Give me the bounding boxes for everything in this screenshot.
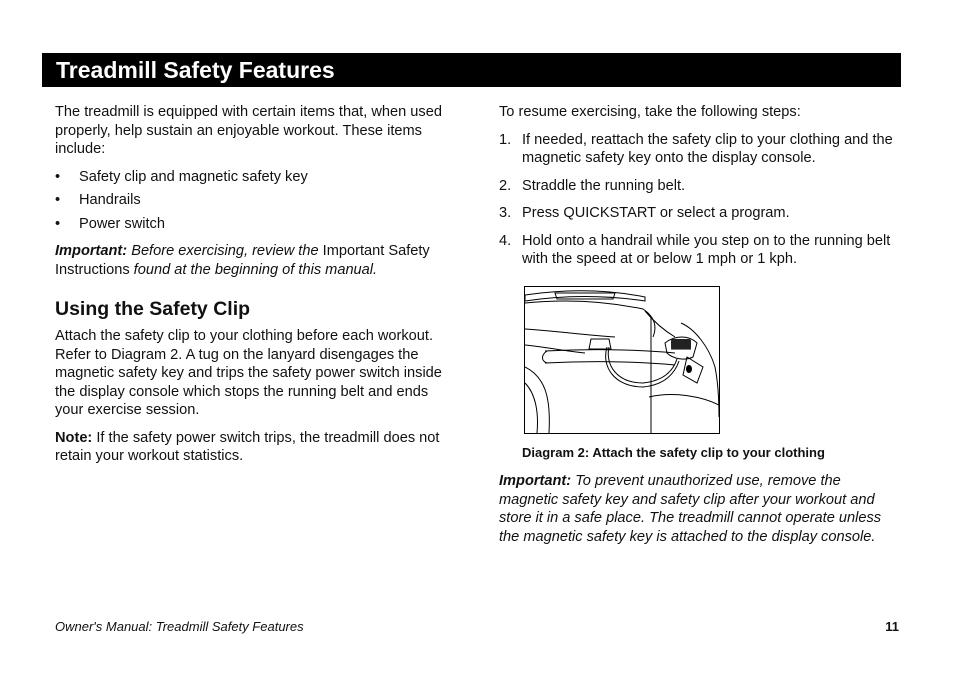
note-paragraph: Note: If the safety power switch trips, the treadmill does not retain your workout statistics. xyxy=(55,429,440,464)
bullet-icon: • xyxy=(55,168,61,185)
note-label: Note: xyxy=(55,429,93,446)
safety-clip-diagram xyxy=(524,286,720,434)
important-paragraph-2: Important: To prevent unauthorized use, remove the magnetic safety key and safety clip after your workout and store it in a safe place. The treadmill cannot operate unless the magnetic safety key is attached to the display console. xyxy=(499,473,882,545)
section-body: Attach the safety clip to your clothing before each workout. Refer to Diagram 2. A tug on the lanyard disengages the magnetic safety key and trips the safety power switch inside the display console which stops the running belt and ends your exercise session. xyxy=(55,328,442,418)
section-heading: Using the Safety Clip xyxy=(55,298,251,320)
important-label: Important: xyxy=(55,243,128,259)
page-title: Treadmill Safety Features xyxy=(42,53,901,87)
bullet-icon: • xyxy=(55,215,61,232)
safety-items-list xyxy=(55,168,460,234)
important-label: Important: xyxy=(499,473,572,489)
intro-paragraph: The treadmill is equipped with certain items that, when used properly, help sustain an enjoyable workout. These items include: xyxy=(55,104,442,157)
safety-instructions-reference: Important Safety Instructions xyxy=(55,243,430,278)
list-item: 1. If needed, reattach the safety clip to your clothing and the magnetic safety key onto the display console. xyxy=(499,131,893,166)
list-item: 4. Hold onto a handrail while you step on to the running belt with the speed at or below 1 mph or 1 kph. xyxy=(499,232,891,267)
right-column xyxy=(499,103,901,278)
resume-steps-list xyxy=(499,131,901,269)
list-item: • Power switch xyxy=(55,215,165,232)
safety-clip-illustration xyxy=(525,287,719,433)
left-column xyxy=(55,103,460,475)
list-item: 3. Press QUICKSTART or select a program. xyxy=(499,205,790,221)
list-item: • Handrails xyxy=(55,192,141,208)
important-paragraph-1: Important: Before exercising, review the Important Safety Instructions found at the beginning of this manual. xyxy=(55,243,430,278)
resume-intro: To resume exercising, take the following steps: xyxy=(499,104,801,120)
list-item: • Safety clip and magnetic safety key xyxy=(55,168,308,185)
list-item: 2. Straddle the running belt. xyxy=(499,177,686,194)
page-number: 11 xyxy=(885,619,899,634)
diagram-caption: Diagram 2: Attach the safety clip to your clothing xyxy=(522,445,825,460)
bullet-icon: • xyxy=(55,192,61,208)
footer-title: Owner's Manual: Treadmill Safety Features xyxy=(55,619,304,634)
